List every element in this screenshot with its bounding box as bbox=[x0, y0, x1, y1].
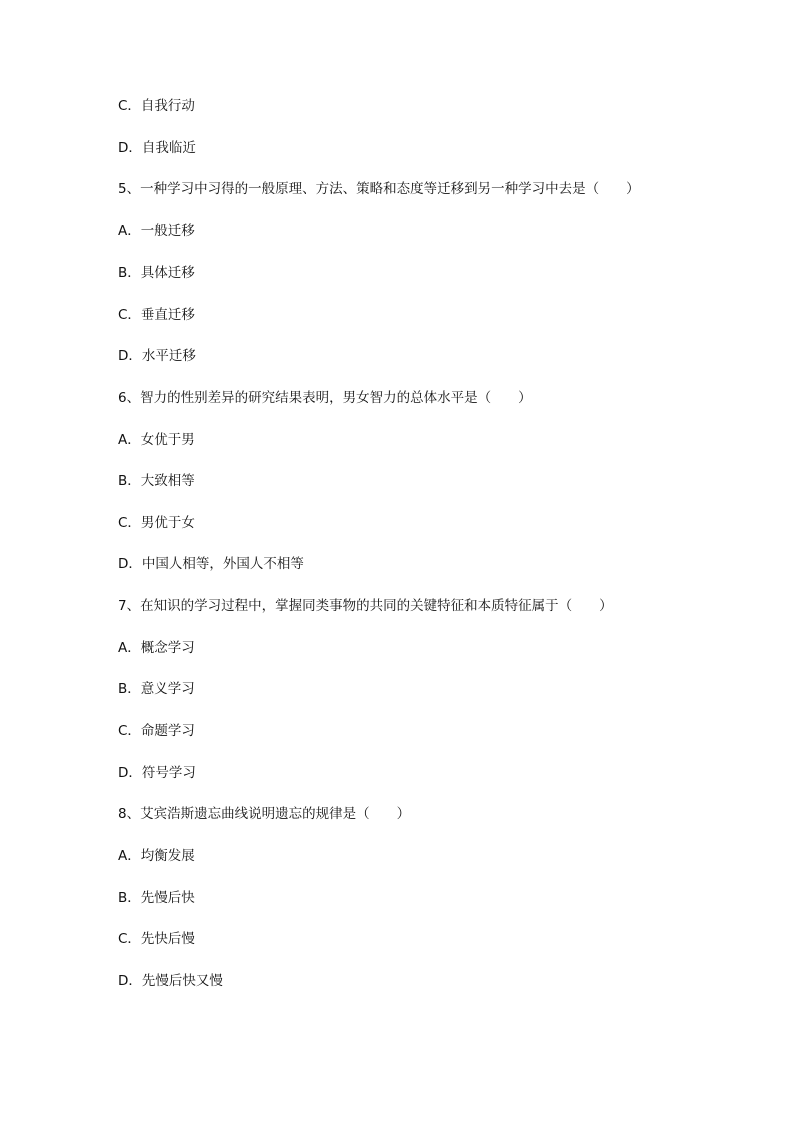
option-line-q8-c: C．先快后慢 bbox=[118, 931, 195, 947]
option-line-q6-b: B．大致相等 bbox=[118, 473, 195, 489]
option-line-q7-c: C．命题学习 bbox=[118, 723, 195, 739]
question-8: 8、艾宾浩斯遗忘曲线说明遗忘的规律是（ ） bbox=[118, 806, 411, 822]
option-line-q7-a: A．概念学习 bbox=[118, 640, 195, 656]
question-5: 5、一种学习中习得的一般原理、方法、策略和态度等迁移到另一种学习中去是（ ） bbox=[118, 181, 640, 197]
question-6: 6、智力的性别差异的研究结果表明，男女智力的总体水平是（ ） bbox=[118, 390, 532, 406]
option-line-q5-b: B．具体迁移 bbox=[118, 265, 195, 281]
option-line-q4-c: C．自我行动 bbox=[118, 98, 195, 114]
option-line-q7-b: B．意义学习 bbox=[118, 681, 195, 697]
option-line-q6-a: A．女优于男 bbox=[118, 432, 195, 448]
option-line-q6-d: D．中国人相等，外国人不相等 bbox=[118, 556, 304, 572]
option-line-q5-d: D．水平迁移 bbox=[118, 348, 196, 364]
option-line-q4-d: D．自我临近 bbox=[118, 140, 196, 156]
option-line-q5-c: C．垂直迁移 bbox=[118, 307, 195, 323]
option-line-q5-a: A．一般迁移 bbox=[118, 223, 195, 239]
option-line-q7-d: D．符号学习 bbox=[118, 765, 196, 781]
option-line-q8-b: B．先慢后快 bbox=[118, 890, 195, 906]
option-line-q8-d: D．先慢后快又慢 bbox=[118, 973, 223, 989]
option-line-q8-a: A．均衡发展 bbox=[118, 848, 195, 864]
question-7: 7、在知识的学习过程中，掌握同类事物的共同的关键特征和本质特征属于（ ） bbox=[118, 598, 613, 614]
option-line-q6-c: C．男优于女 bbox=[118, 515, 195, 531]
